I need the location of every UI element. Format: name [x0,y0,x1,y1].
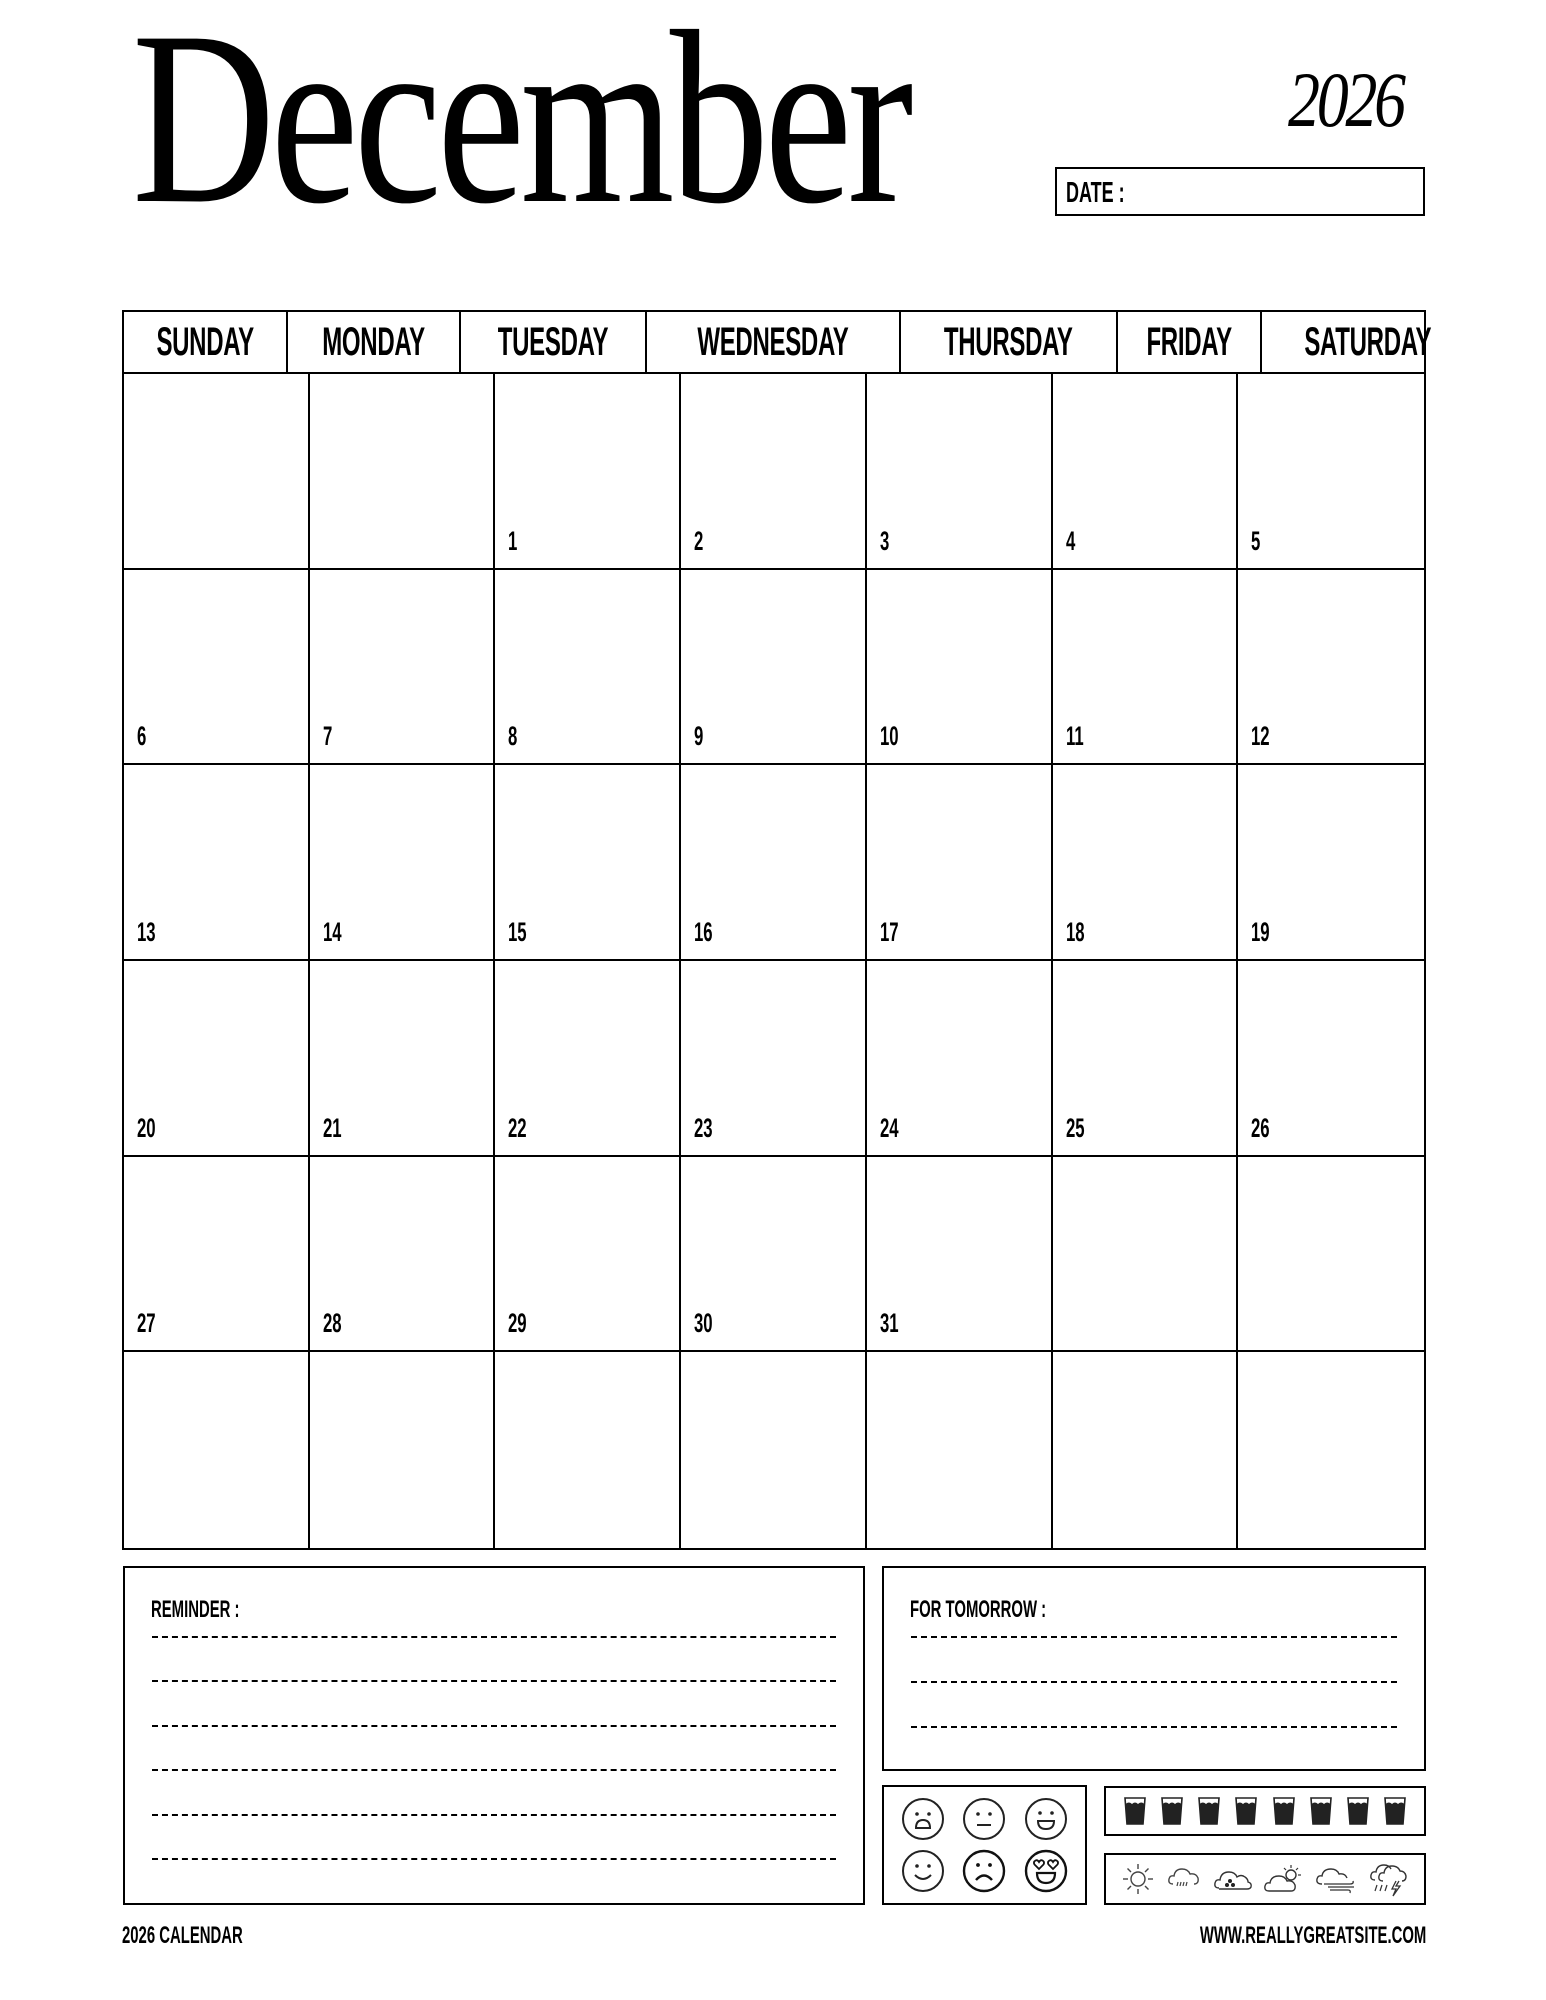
year-label: 2026 [1288,56,1403,143]
day-cell[interactable] [124,961,310,1157]
day-cell[interactable] [310,570,496,766]
water-glass-icon[interactable] [1160,1796,1184,1826]
weekday-saturday [1262,312,1474,372]
weekday-tuesday [461,312,647,372]
day-cell[interactable] [1238,374,1424,570]
day-cell[interactable] [495,765,681,961]
weekday-label: TUESDAY [498,319,609,364]
water-glass-icon[interactable] [1383,1796,1407,1826]
day-number: 24 [879,1112,899,1143]
day-number: 2 [694,525,704,556]
day-cell[interactable] [1238,961,1424,1157]
day-cell[interactable] [1238,765,1424,961]
day-cell[interactable] [867,374,1053,570]
weekday-label: SATURDAY [1304,319,1432,364]
empty-day-cell[interactable] [681,1352,867,1548]
day-cell[interactable] [867,570,1053,766]
shocked-face-icon[interactable] [901,1797,945,1841]
reminder-line[interactable] [152,1680,836,1682]
sad-face-icon[interactable] [962,1849,1006,1893]
day-number: 25 [1065,1112,1085,1143]
weekday-thursday [901,312,1118,372]
for-tomorrow-line[interactable] [911,1681,1397,1683]
date-label: DATE : [1066,177,1125,209]
day-number: 29 [508,1308,528,1339]
water-glass-icon[interactable] [1234,1796,1258,1826]
day-cell[interactable] [681,765,867,961]
sun-icon[interactable] [1121,1862,1155,1896]
neutral-face-icon[interactable] [962,1797,1006,1841]
day-number: 27 [137,1308,156,1339]
day-number: 7 [322,721,333,752]
day-cell[interactable] [681,374,867,570]
rain-icon[interactable] [1166,1862,1202,1896]
weekday-wednesday [647,312,901,372]
day-number: 13 [137,917,156,947]
day-number: 18 [1065,917,1085,947]
day-cell[interactable] [124,570,310,766]
reminder-line[interactable] [152,1636,836,1638]
for-tomorrow-label: FOR TOMORROW : [910,1596,1047,1623]
footer-website-link[interactable]: WWW.REALLYGREATSITE.COM [1199,1922,1426,1949]
day-cell[interactable] [867,961,1053,1157]
day-cell[interactable] [124,1157,310,1353]
day-cell[interactable] [495,374,681,570]
grinning-face-icon[interactable] [1024,1797,1068,1841]
day-cell[interactable] [1053,374,1239,570]
wind-icon[interactable] [1314,1862,1358,1896]
empty-day-cell[interactable] [495,1352,681,1548]
empty-day-cell[interactable] [1053,1352,1239,1548]
empty-day-cell[interactable] [124,1352,310,1548]
weekday-header-row [124,312,1432,374]
day-number: 14 [322,917,342,947]
reminder-label: REMINDER : [151,1596,240,1623]
empty-day-cell[interactable] [310,374,496,570]
day-number: 28 [322,1308,342,1339]
weekday-label: SUNDAY [156,319,254,364]
day-cell[interactable] [867,765,1053,961]
weekday-label: MONDAY [322,319,426,364]
day-cell[interactable] [867,1157,1053,1353]
day-number: 16 [694,917,713,947]
weekday-label: WEDNESDAY [697,319,849,364]
empty-day-cell[interactable] [1053,1157,1239,1353]
day-number: 31 [879,1308,899,1339]
day-cell[interactable] [1053,765,1239,961]
for-tomorrow-line[interactable] [911,1726,1397,1728]
water-glass-icon[interactable] [1346,1796,1370,1826]
empty-day-cell[interactable] [310,1352,496,1548]
day-number: 6 [137,721,147,752]
day-cell[interactable] [1053,570,1239,766]
weather-tracker [1104,1853,1426,1905]
water-tracker [1104,1786,1426,1836]
day-cell[interactable] [681,1157,867,1353]
weekday-label: FRIDAY [1146,319,1232,364]
calendar-days [124,374,1424,1548]
day-number: 3 [879,525,890,556]
day-number: 19 [1251,917,1270,947]
footer-calendar-label: 2026 CALENDAR [122,1922,243,1949]
day-number: 9 [694,721,704,752]
hail-icon[interactable] [1213,1862,1253,1896]
day-number: 21 [322,1112,342,1143]
smiling-face-icon[interactable] [901,1849,945,1893]
water-glass-icon[interactable] [1309,1796,1333,1826]
weekday-sunday [124,312,288,372]
empty-day-cell[interactable] [1238,1157,1424,1353]
weekday-monday [288,312,461,372]
day-cell[interactable] [310,765,496,961]
empty-day-cell[interactable] [124,374,310,570]
day-number: 22 [508,1112,528,1143]
thunderstorm-icon[interactable] [1369,1861,1409,1897]
reminder-line[interactable] [152,1725,836,1727]
day-number: 10 [879,721,899,752]
heart-eyes-face-icon[interactable] [1024,1849,1068,1893]
mood-tracker [882,1785,1087,1905]
date-field[interactable] [1055,167,1425,216]
day-cell[interactable] [1238,570,1424,766]
day-cell[interactable] [681,570,867,766]
day-number: 20 [137,1112,156,1143]
water-glass-icon[interactable] [1272,1796,1296,1826]
day-cell[interactable] [310,1157,496,1353]
day-cell[interactable] [495,570,681,766]
day-cell[interactable] [310,961,496,1157]
day-number: 4 [1065,525,1075,556]
empty-day-cell[interactable] [1238,1352,1424,1548]
day-number: 26 [1251,1112,1270,1143]
weekday-label: THURSDAY [944,319,1073,364]
day-number: 30 [694,1308,713,1339]
for-tomorrow-line[interactable] [911,1636,1397,1638]
reminder-line[interactable] [152,1858,836,1860]
reminder-line[interactable] [152,1814,836,1816]
day-number: 12 [1251,721,1270,752]
partly-cloudy-icon[interactable] [1263,1862,1303,1896]
day-number: 11 [1065,721,1084,752]
water-glass-icon[interactable] [1197,1796,1221,1826]
empty-day-cell[interactable] [867,1352,1053,1548]
day-number: 17 [879,917,899,947]
day-cell[interactable] [1053,961,1239,1157]
reminder-box[interactable] [123,1566,865,1905]
day-number: 23 [694,1112,713,1143]
day-cell[interactable] [495,1157,681,1353]
reminder-line[interactable] [152,1769,836,1771]
water-glass-icon[interactable] [1123,1796,1147,1826]
day-number: 5 [1251,525,1261,556]
day-cell[interactable] [495,961,681,1157]
day-number: 8 [508,721,518,752]
month-title: December [132,0,909,255]
for-tomorrow-box[interactable] [882,1566,1426,1771]
weekday-friday [1118,312,1262,372]
day-number: 15 [508,917,528,947]
day-cell[interactable] [681,961,867,1157]
day-cell[interactable] [124,765,310,961]
day-number: 1 [508,525,518,556]
calendar-grid [122,310,1432,1550]
